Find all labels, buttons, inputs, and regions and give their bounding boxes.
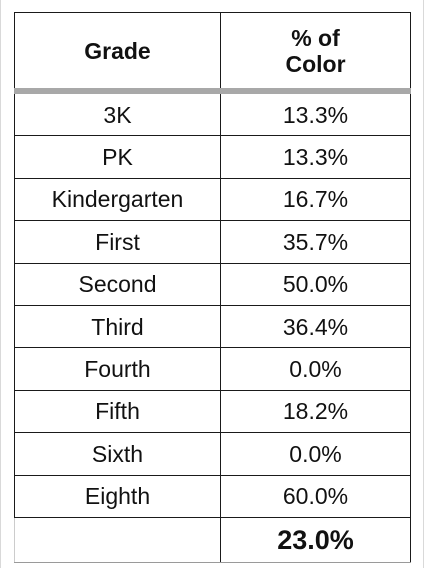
gridline-left: [0, 0, 1, 568]
table-row: [15, 178, 411, 220]
grade-cell[interactable]: 3K: [15, 91, 221, 136]
percent-cell[interactable]: 16.7%: [221, 178, 411, 220]
header-percent-line2: Color: [285, 50, 346, 77]
table-row: [15, 433, 411, 475]
table-row: [15, 390, 411, 432]
header-grade-cell[interactable]: [15, 13, 221, 92]
table-row: [15, 136, 411, 178]
percent-cell[interactable]: 0.0%: [221, 433, 411, 475]
header-percent-line1: % of: [291, 24, 340, 51]
grade-cell[interactable]: Second: [15, 263, 221, 305]
percent-cell[interactable]: 35.7%: [221, 221, 411, 263]
grade-cell[interactable]: Fifth: [15, 390, 221, 432]
table-row: [15, 475, 411, 517]
total-label-cell[interactable]: [15, 517, 221, 562]
grade-cell[interactable]: PK: [15, 136, 221, 178]
percent-cell[interactable]: 60.0%: [221, 475, 411, 517]
grade-cell[interactable]: Eighth: [15, 475, 221, 517]
total-percent-cell[interactable]: 23.0%: [221, 517, 411, 562]
grade-cell[interactable]: First: [15, 221, 221, 263]
grade-cell[interactable]: Sixth: [15, 433, 221, 475]
table-row: [15, 263, 411, 305]
table-row: [15, 305, 411, 347]
table-row: [15, 348, 411, 390]
header-percent-cell[interactable]: [221, 13, 411, 92]
percent-cell[interactable]: 13.3%: [221, 136, 411, 178]
table-row: [15, 91, 411, 136]
percent-cell[interactable]: 36.4%: [221, 305, 411, 347]
grade-cell[interactable]: Third: [15, 305, 221, 347]
grade-cell[interactable]: Kindergarten: [15, 178, 221, 220]
grade-color-table: [14, 12, 411, 563]
total-row: [15, 517, 411, 562]
table-row: [15, 221, 411, 263]
percent-cell[interactable]: 18.2%: [221, 390, 411, 432]
percent-cell[interactable]: 50.0%: [221, 263, 411, 305]
percent-cell[interactable]: 13.3%: [221, 91, 411, 136]
percent-cell[interactable]: 0.0%: [221, 348, 411, 390]
header-row: [15, 13, 411, 92]
header-grade-label: Grade: [84, 37, 151, 64]
grade-cell[interactable]: Fourth: [15, 348, 221, 390]
